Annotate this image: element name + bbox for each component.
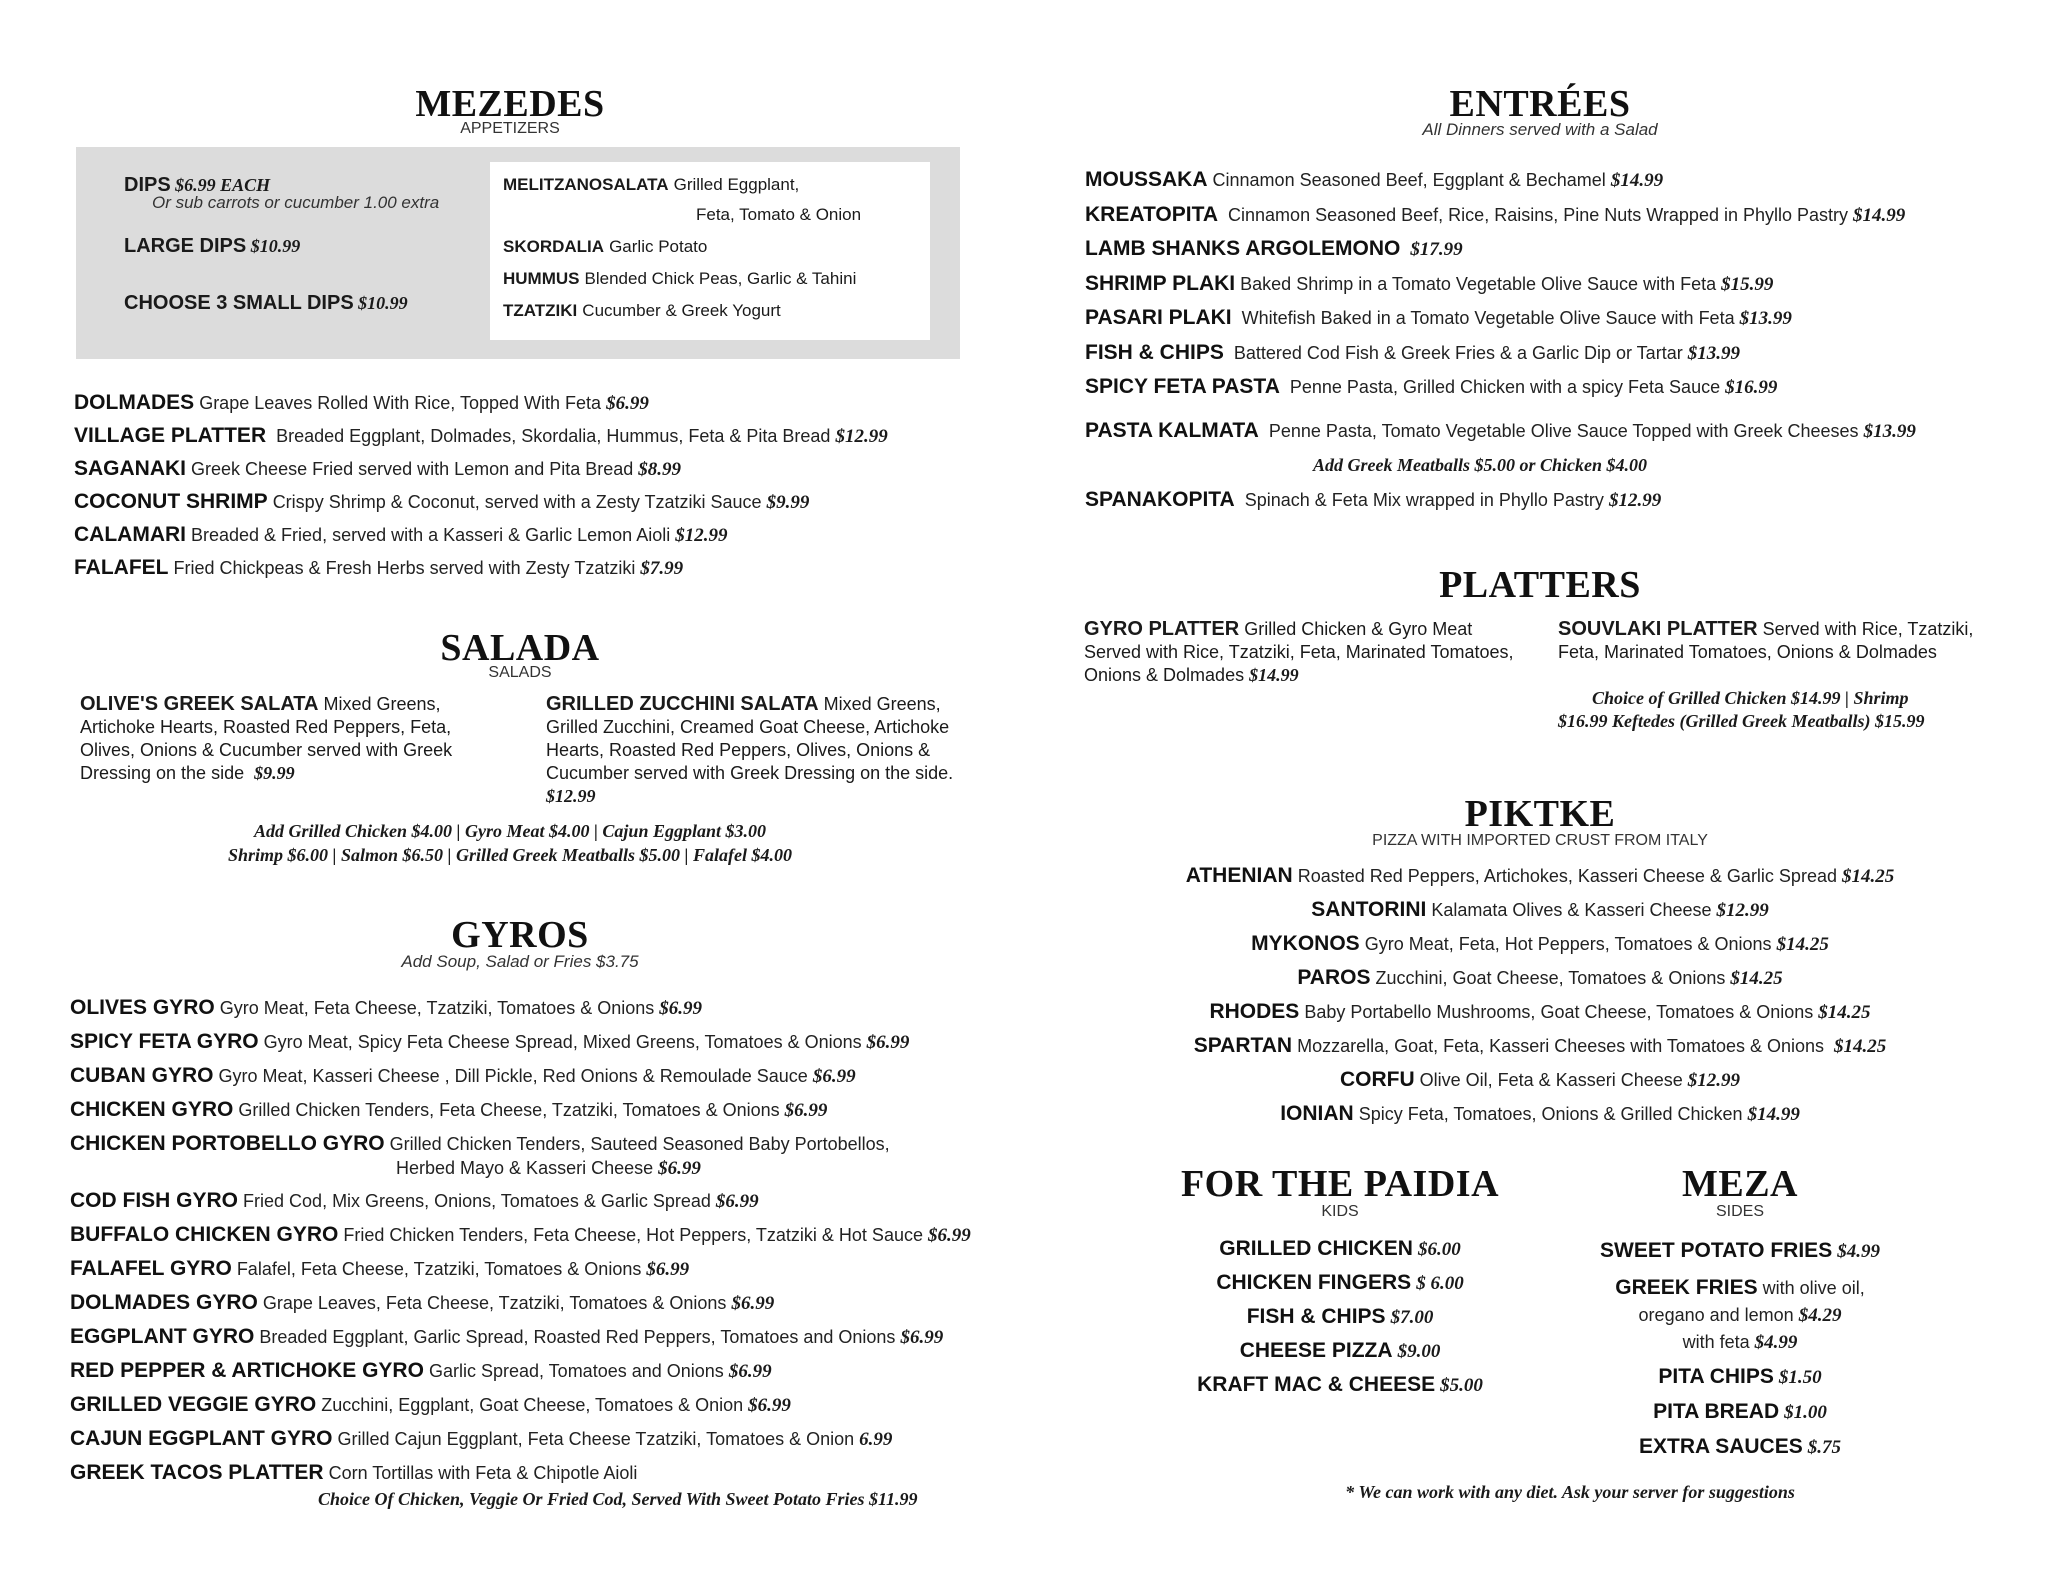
salad-price: $9.99 [254, 763, 295, 783]
menu-item: PITA BREAD $1.00 [1653, 1400, 1827, 1423]
dips-price: $6.99 EACH [175, 175, 271, 195]
menu-item: COD FISH GYRO Fried Cod, Mix Greens, Onions, Tomatoes & Garlic Spread $6.99 [70, 1189, 759, 1212]
piktke-subtitle: PIZZA WITH IMPORTED CRUST FROM ITALY [1372, 832, 1708, 849]
menu-item: BUFFALO CHICKEN GYRO Fried Chicken Tenders, Feta Cheese, Hot Peppers, Tzatziki & Hot Sauce $6.99 [70, 1223, 971, 1246]
menu-item: ATHENIAN Roasted Red Peppers, Artichokes, Kasseri Cheese & Garlic Spread $14.25 [1185, 864, 1895, 887]
menu-item: KREATOPITA Cinnamon Seasoned Beef, Rice, Raisins, Pine Nuts Wrapped in Phyllo Pastry $14.99 [1085, 202, 1906, 226]
mezedes-list [74, 391, 888, 589]
salada-subtitle: SALADS [488, 664, 552, 681]
paidia-title: FOR THE PAIDIA [1180, 1163, 1500, 1205]
menu-item: GRILLED VEGGIE GYRO Zucchini, Eggplant, Goat Cheese, Tomatoes & Onion $6.99 [70, 1393, 791, 1416]
menu-item: PAROS Zucchini, Goat Cheese, Tomatoes & Onions $14.25 [1297, 966, 1783, 989]
menu-item: CHICKEN GYRO Grilled Chicken Tenders, Feta Cheese, Tzatziki, Tomatoes & Onions $6.99 [70, 1098, 828, 1121]
dip-type-desc: Blended Chick Peas, Garlic & Tahini [584, 269, 857, 288]
gyro-platter [1084, 618, 1514, 687]
menu-item: CAJUN EGGPLANT GYRO Grilled Cajun Eggplant, Feta Cheese Tzatziki, Tomatoes & Onion 6.99 [70, 1427, 893, 1450]
menu-item: GREEK TACOS PLATTER Corn Tortillas with Feta & Chipotle Aioli [70, 1461, 638, 1484]
tacos-note: Choice Of Chicken, Veggie Or Fried Cod, Served With Sweet Potato Fries $11.99 [318, 1489, 918, 1509]
zucchini-salata [546, 693, 966, 808]
menu-item: RED PEPPER & ARTICHOKE GYRO Garlic Spread, Tomatoes and Onions $6.99 [70, 1359, 772, 1382]
dips-name: DIPS [124, 174, 171, 196]
menu-item: FISH & CHIPS Battered Cod Fish & Greek Fries & a Garlic Dip or Tartar $13.99 [1085, 340, 1740, 364]
platter-desc: Served with Rice, Tzatziki, Feta, Marinated Tomatoes, Onions & Dolmades [1558, 619, 1974, 662]
menu-item: CHICKEN PORTOBELLO GYRO Grilled Chicken Tenders, Sauteed Seasoned Baby Portobellos, [70, 1132, 890, 1155]
menu-item: GRILLED CHICKEN $6.00 [1219, 1237, 1461, 1260]
menu-item: LAMB SHANKS ARGOLEMONO $17.99 [1085, 237, 1463, 260]
menu-item: SPICY FETA PASTA Penne Pasta, Grilled Chicken with a spicy Feta Sauce $16.99 [1085, 375, 1778, 398]
platters-title: PLATTERS [1439, 564, 1641, 606]
dip-type-item [503, 234, 707, 259]
menu-item: GREEK FRIES with olive oil, [1615, 1276, 1865, 1299]
menu-item: RHODES Baby Portabello Mushrooms, Goat Cheese, Tomatoes & Onions $14.25 [1209, 1000, 1871, 1023]
large-dips-price: $10.99 [250, 236, 301, 256]
menu-item: FALAFEL Fried Chickpeas & Fresh Herbs served with Zesty Tzatziki $7.99 [74, 556, 684, 579]
menu-item: SPANAKOPITA Spinach & Feta Mix wrapped in Phyllo Pastry $12.99 [1085, 488, 1662, 511]
menu-item: PASTA KALMATA Penne Pasta, Tomato Vegetable Olive Sauce Topped with Greek Cheeses $13.99 [1085, 419, 1916, 442]
menu-item: OLIVES GYRO Gyro Meat, Feta Cheese, Tzatziki, Tomatoes & Onions $6.99 [70, 996, 703, 1019]
dip-type-desc: Garlic Potato [609, 237, 708, 256]
olive-salata [80, 693, 500, 785]
meza-subtitle: SIDES [1715, 1203, 1764, 1220]
menu-item: FALAFEL GYRO Falafel, Feta Cheese, Tzatziki, Tomatoes & Onions $6.99 [70, 1257, 690, 1280]
menu-item: EGGPLANT GYRO Breaded Eggplant, Garlic Spread, Roasted Red Peppers, Tomatoes and Onions $6.99 [70, 1325, 944, 1348]
menu-item-cont: Herbed Mayo & Kasseri Cheese $6.99 [396, 1158, 701, 1179]
dip-type-name: HUMMUS [503, 269, 580, 288]
meza-list [1540, 1239, 1940, 1470]
piktke-title: PIKTKE [1464, 793, 1616, 835]
souvlaki-platter [1558, 618, 1978, 664]
dip-type-desc: Cucumber & Greek Yogurt [582, 301, 781, 320]
choose-dips-row [124, 292, 408, 315]
paidia-subtitle: KIDS [1321, 1203, 1359, 1220]
menu-item: PASARI PLAKI Whitefish Baked in a Tomato Vegetable Olive Sauce with Feta $13.99 [1085, 306, 1792, 329]
entrees-subtitle: All Dinners served with a Salad [1422, 120, 1658, 139]
dip-type-item [503, 172, 799, 197]
dip-type-name: TZATZIKI [503, 301, 578, 320]
menu-item: CORFU Olive Oil, Feta & Kasseri Cheese $12.99 [1339, 1068, 1741, 1091]
platter-name: GYRO PLATTER [1084, 618, 1240, 640]
dip-type-name: MELITZANOSALATA [503, 175, 669, 194]
dip-type-item [503, 266, 856, 291]
menu-item: DOLMADES Grape Leaves Rolled With Rice, Topped With Feta $6.99 [74, 391, 649, 414]
salad-name: GRILLED ZUCCHINI SALATA [546, 693, 819, 715]
menu-item: MOUSSAKA Cinnamon Seasoned Beef, Eggplant & Bechamel $14.99 [1085, 168, 1664, 191]
salad-price: $12.99 [546, 786, 596, 806]
platter-desc: Grilled Chicken & Gyro Meat Served with Rice, Tzatziki, Feta, Marinated Tomatoes, Onions & Dolmades [1084, 619, 1514, 685]
large-dips-row [124, 235, 300, 258]
entrees-list [1085, 168, 1916, 453]
pasta-addon: Add Greek Meatballs $5.00 or Chicken $4.00 [1312, 455, 1647, 475]
menu-item: PITA CHIPS $1.50 [1658, 1365, 1822, 1388]
mezedes-title: MEZEDES [415, 83, 605, 125]
menu-item: SANTORINI Kalamata Olives & Kasseri Cheese $12.99 [1311, 898, 1769, 921]
dips-note: Or sub carrots or cucumber 1.00 extra [152, 193, 440, 212]
choose-dips-price: $10.99 [358, 293, 408, 313]
menu-item: SHRIMP PLAKI Baked Shrimp in a Tomato Vegetable Olive Sauce with Feta $15.99 [1085, 271, 1774, 295]
platter-name: SOUVLAKI PLATTER [1558, 618, 1758, 640]
salada-title: SALADA [440, 627, 600, 669]
salad-addons-2: Shrimp $6.00 | Salmon $6.50 | Grilled Greek Meatballs $5.00 | Falafel $4.00 [228, 845, 792, 865]
menu-item: DOLMADES GYRO Grape Leaves, Feta Cheese, Tzatziki, Tomatoes & Onions $6.99 [70, 1291, 775, 1314]
salad-desc: Mixed Greens, Artichoke Hearts, Roasted Red Peppers, Feta, Olives, Onions & Cucumber served with Greek Dressing on the side [80, 694, 453, 783]
paidia-list [1130, 1237, 1550, 1407]
menu-item: IONIAN Spicy Feta, Tomatoes, Onions & Grilled Chicken $14.99 [1280, 1102, 1800, 1125]
choose-dips-name: CHOOSE 3 SMALL DIPS [124, 292, 354, 314]
meza-title: MEZA [1682, 1163, 1798, 1205]
menu-item: CALAMARI Breaded & Fried, served with a Kasseri & Garlic Lemon Aioli $12.99 [74, 523, 728, 546]
gyros-list [70, 996, 971, 1489]
dip-type-item [503, 298, 781, 323]
menu-item-cont: oregano and lemon $4.29 [1638, 1305, 1842, 1326]
piktke-list [1140, 864, 1940, 1136]
footer-note: * We can work with any diet. Ask your server for suggestions [1345, 1482, 1795, 1502]
gyros-title: GYROS [451, 914, 589, 956]
mezedes-subtitle: APPETIZERS [460, 120, 560, 137]
menu-item: CHEESE PIZZA $9.00 [1239, 1339, 1441, 1362]
menu-item-cont: with feta $4.99 [1682, 1332, 1798, 1353]
gyros-subtitle: Add Soup, Salad or Fries $3.75 [401, 952, 639, 971]
menu-item: VILLAGE PLATTER Breaded Eggplant, Dolmades, Skordalia, Hummus, Feta & Pita Bread $12.99 [74, 424, 888, 447]
menu-item: SPARTAN Mozzarella, Goat, Feta, Kasseri Cheeses with Tomatoes & Onions $14.25 [1193, 1034, 1887, 1057]
entrees-title: ENTRÉES [1449, 83, 1631, 125]
menu-item: SWEET POTATO FRIES $4.99 [1600, 1239, 1880, 1262]
dip-type-desc2: Feta, Tomato & Onion [696, 205, 862, 224]
large-dips-name: LARGE DIPS [124, 235, 247, 257]
souvlaki-choice-2: $16.99 Keftedes (Grilled Greek Meatballs) $15.99 [1558, 711, 1925, 731]
menu-item: FISH & CHIPS $7.00 [1246, 1305, 1434, 1328]
menu-item: COCONUT SHRIMP Crispy Shrimp & Coconut, served with a Zesty Tzatziki Sauce $9.99 [74, 490, 810, 513]
menu-item: SPICY FETA GYRO Gyro Meat, Spicy Feta Cheese Spread, Mixed Greens, Tomatoes & Onions $6.99 [70, 1030, 910, 1053]
menu-item: EXTRA SAUCES $.75 [1638, 1435, 1841, 1458]
salad-desc: Mixed Greens, Grilled Zucchini, Creamed Goat Cheese, Artichoke Hearts, Roasted Red Peppers, Olives, Onions & Cucumber served with Greek Dressing on the side. [546, 694, 954, 783]
menu-item: SAGANAKI Greek Cheese Fried served with Lemon and Pita Bread $8.99 [74, 457, 682, 480]
platter-price: $14.99 [1249, 665, 1299, 685]
menu-item: CHICKEN FINGERS $ 6.00 [1216, 1271, 1464, 1294]
souvlaki-choice-1: Choice of Grilled Chicken $14.99 | Shrimp [1592, 688, 1909, 708]
dip-type-desc: Grilled Eggplant, [673, 175, 800, 194]
menu-item: CUBAN GYRO Gyro Meat, Kasseri Cheese , Dill Pickle, Red Onions & Remoulade Sauce $6.99 [70, 1064, 856, 1087]
salad-addons-1: Add Grilled Chicken $4.00 | Gyro Meat $4.00 | Cajun Eggplant $3.00 [254, 821, 766, 841]
salad-name: OLIVE'S GREEK SALATA [80, 693, 319, 715]
dip-type-name: SKORDALIA [503, 237, 605, 256]
menu-item: KRAFT MAC & CHEESE $5.00 [1197, 1373, 1483, 1396]
menu-item: MYKONOS Gyro Meat, Feta, Hot Peppers, Tomatoes & Onions $14.25 [1251, 932, 1829, 955]
